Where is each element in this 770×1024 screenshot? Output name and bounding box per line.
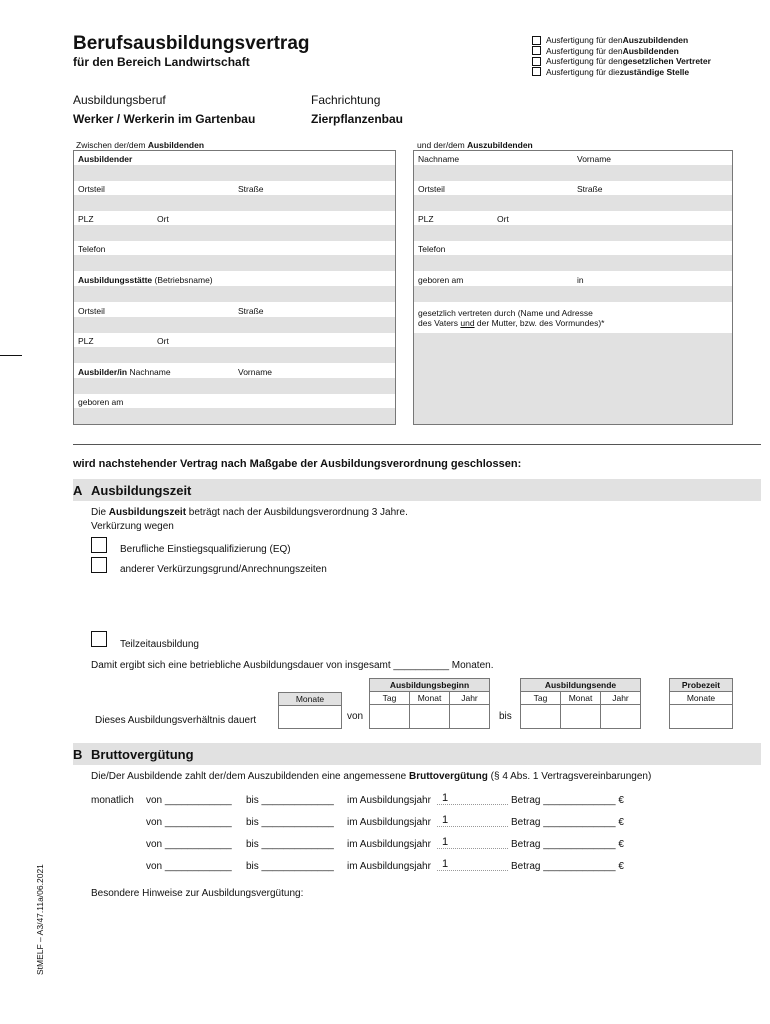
row-von[interactable]: von ____________ bbox=[146, 817, 232, 828]
row-von[interactable]: von ____________ bbox=[146, 861, 232, 872]
right-box-caption: und der/dem Auszubildenden bbox=[417, 140, 533, 150]
field-azubi-ortsteil[interactable]: Ortsteil bbox=[418, 184, 445, 194]
beginn-tag-label: Tag bbox=[382, 693, 397, 703]
ende-monat-input[interactable] bbox=[560, 704, 601, 729]
hinweise-label: Besondere Hinweise zur Ausbildungsvergütung: bbox=[91, 888, 304, 899]
monate-header-label: Monate bbox=[295, 694, 325, 704]
copy-option[interactable]: Ausfertigung für den Ausbildenden bbox=[532, 46, 711, 57]
field-ortsteil[interactable]: Ortsteil bbox=[78, 184, 105, 194]
form-code: StMELF – A3/47.11a/06.2021 bbox=[35, 864, 45, 975]
row-von[interactable]: von ____________ bbox=[146, 795, 232, 806]
checkbox[interactable] bbox=[532, 67, 541, 76]
beginn-monat-input[interactable] bbox=[409, 704, 450, 729]
row-betrag[interactable]: Betrag _____________ € bbox=[511, 861, 624, 872]
copy-selection bbox=[532, 35, 711, 77]
copy-option[interactable]: Ausfertigung für den Auszubildenden bbox=[532, 35, 711, 46]
probezeit-header-label: Probezeit bbox=[681, 680, 721, 690]
row-betrag[interactable]: Betrag _____________ € bbox=[511, 795, 624, 806]
ausbildungsdauer-line: Damit ergibt sich eine betriebliche Ausbildungsdauer von insgesamt __________ Monaten. bbox=[91, 660, 494, 671]
row-bis[interactable]: bis _____________ bbox=[246, 839, 334, 850]
auszubildender-box bbox=[413, 150, 733, 425]
copy-option[interactable]: Ausfertigung für den gesetzlichen Vertreter bbox=[532, 56, 711, 67]
document-title: Berufsausbildungsvertrag bbox=[73, 33, 310, 54]
field-azubi-strasse[interactable]: Straße bbox=[577, 184, 603, 194]
field-azubi-geburtsort[interactable]: in bbox=[577, 275, 584, 285]
field-ortsteil-2[interactable]: Ortsteil bbox=[78, 306, 105, 316]
contract-statement: wird nachstehender Vertrag nach Maßgabe der Ausbildungsverordnung geschlossen: bbox=[73, 458, 522, 470]
field-ausbilder-vorname[interactable]: Vorname bbox=[238, 367, 273, 377]
anrechnung-label: anderer Verkürzungsgrund/Anrechnungszeiten bbox=[120, 564, 327, 575]
checkbox[interactable] bbox=[532, 36, 541, 45]
beginn-monat-label: Monat bbox=[417, 693, 442, 703]
ende-tag-label: Tag bbox=[533, 693, 548, 703]
field-strasse-2[interactable]: Straße bbox=[238, 306, 264, 316]
probezeit-input[interactable] bbox=[669, 704, 733, 729]
left-box-caption: Zwischen der/dem Ausbildenden bbox=[76, 140, 205, 150]
field-plz-2[interactable]: PLZ bbox=[78, 336, 94, 346]
ende-jahr-label: Jahr bbox=[612, 693, 629, 703]
row-jahr-value[interactable]: 1 bbox=[437, 858, 508, 871]
field-ausbilder-geboren[interactable]: geboren am bbox=[78, 397, 124, 407]
ausbildungszeit-text: Die Ausbildungszeit beträgt nach der Ausbildungsverordnung 3 Jahre. bbox=[91, 507, 408, 518]
fachrichtung-label: Fachrichtung bbox=[311, 93, 381, 107]
field-ausbildender[interactable]: Ausbildender bbox=[78, 154, 133, 164]
ende-tag-input[interactable] bbox=[520, 704, 561, 729]
verguetung-intro: Die/Der Ausbildende zahlt der/dem Auszubildenden eine angemessene Bruttovergütung (§ 4 Abs. 1 Vertragsvereinbarungen) bbox=[91, 771, 652, 782]
probezeit-monate-label: Monate bbox=[686, 693, 716, 703]
bis-label: bis bbox=[499, 711, 512, 722]
field-plz[interactable]: PLZ bbox=[78, 214, 94, 224]
row-jahr-value[interactable]: 1 bbox=[437, 792, 508, 805]
teilzeit-checkbox[interactable] bbox=[91, 631, 107, 647]
ende-jahr-input[interactable] bbox=[600, 704, 641, 729]
beginn-jahr-label: Jahr bbox=[461, 693, 478, 703]
ende-monat-label: Monat bbox=[568, 693, 593, 703]
verkuerzung-label: Verkürzung wegen bbox=[91, 521, 174, 532]
field-ausbildungsstaette[interactable]: Ausbildungsstätte (Betriebsname) bbox=[78, 275, 213, 285]
fachrichtung-value: Zierpflanzenbau bbox=[311, 112, 404, 126]
von-label: von bbox=[347, 711, 364, 722]
row-jahr-label: im Ausbildungsjahr bbox=[347, 861, 431, 872]
dauert-label: Dieses Ausbildungsverhältnis dauert bbox=[95, 715, 257, 726]
anrechnung-checkbox[interactable] bbox=[91, 557, 107, 573]
checkbox[interactable] bbox=[532, 46, 541, 55]
section-a-header: A Ausbildungszeit bbox=[73, 479, 761, 501]
row-jahr-label: im Ausbildungsjahr bbox=[347, 795, 431, 806]
beginn-header-label: Ausbildungsbeginn bbox=[389, 680, 470, 690]
row-von[interactable]: von ____________ bbox=[146, 839, 232, 850]
checkbox[interactable] bbox=[532, 57, 541, 66]
field-azubi-telefon[interactable]: Telefon bbox=[418, 244, 446, 254]
document-subtitle: für den Bereich Landwirtschaft bbox=[73, 55, 250, 69]
row-betrag[interactable]: Betrag _____________ € bbox=[511, 839, 624, 850]
fold-mark bbox=[0, 355, 22, 356]
field-azubi-plz[interactable]: PLZ bbox=[418, 214, 434, 224]
row-bis[interactable]: bis _____________ bbox=[246, 861, 334, 872]
ausbildungsberuf-label: Ausbildungsberuf bbox=[73, 93, 166, 107]
divider bbox=[73, 444, 761, 445]
field-telefon[interactable]: Telefon bbox=[78, 244, 106, 254]
eq-label: Berufliche Einstiegsqualifizierung (EQ) bbox=[120, 544, 291, 555]
copy-option[interactable]: Ausfertigung für die zuständige Stelle bbox=[532, 67, 711, 78]
row-betrag[interactable]: Betrag _____________ € bbox=[511, 817, 624, 828]
field-gesetzlicher-vertreter[interactable]: gesetzlich vertreten durch (Name und Adresse des Vaters und der Mutter, bzw. des Vormundes)* bbox=[418, 308, 605, 328]
field-azubi-nachname[interactable]: Nachname bbox=[418, 154, 460, 164]
teilzeit-label: Teilzeitausbildung bbox=[120, 639, 199, 650]
row-jahr-label: im Ausbildungsjahr bbox=[347, 839, 431, 850]
field-azubi-vorname[interactable]: Vorname bbox=[577, 154, 612, 164]
beginn-tag-input[interactable] bbox=[369, 704, 410, 729]
field-ort-2[interactable]: Ort bbox=[157, 336, 169, 346]
field-ausbilder-nachname[interactable]: Ausbilder/in Nachname bbox=[78, 367, 171, 377]
beginn-jahr-input[interactable] bbox=[449, 704, 490, 729]
monate-input[interactable] bbox=[278, 705, 342, 729]
eq-checkbox[interactable] bbox=[91, 537, 107, 553]
monatlich-label: monatlich bbox=[91, 795, 134, 806]
field-strasse[interactable]: Straße bbox=[238, 184, 264, 194]
row-jahr-value[interactable]: 1 bbox=[437, 814, 508, 827]
row-bis[interactable]: bis _____________ bbox=[246, 817, 334, 828]
row-jahr-value[interactable]: 1 bbox=[437, 836, 508, 849]
field-azubi-ort[interactable]: Ort bbox=[497, 214, 509, 224]
section-b-header: B Bruttovergütung bbox=[73, 743, 761, 765]
row-bis[interactable]: bis _____________ bbox=[246, 795, 334, 806]
ende-header-label: Ausbildungsende bbox=[544, 680, 617, 690]
field-ort[interactable]: Ort bbox=[157, 214, 169, 224]
row-jahr-label: im Ausbildungsjahr bbox=[347, 817, 431, 828]
ausbildender-box bbox=[73, 150, 396, 425]
field-azubi-geboren[interactable]: geboren am bbox=[418, 275, 464, 285]
ausbildungsberuf-value: Werker / Werkerin im Gartenbau bbox=[73, 112, 256, 126]
